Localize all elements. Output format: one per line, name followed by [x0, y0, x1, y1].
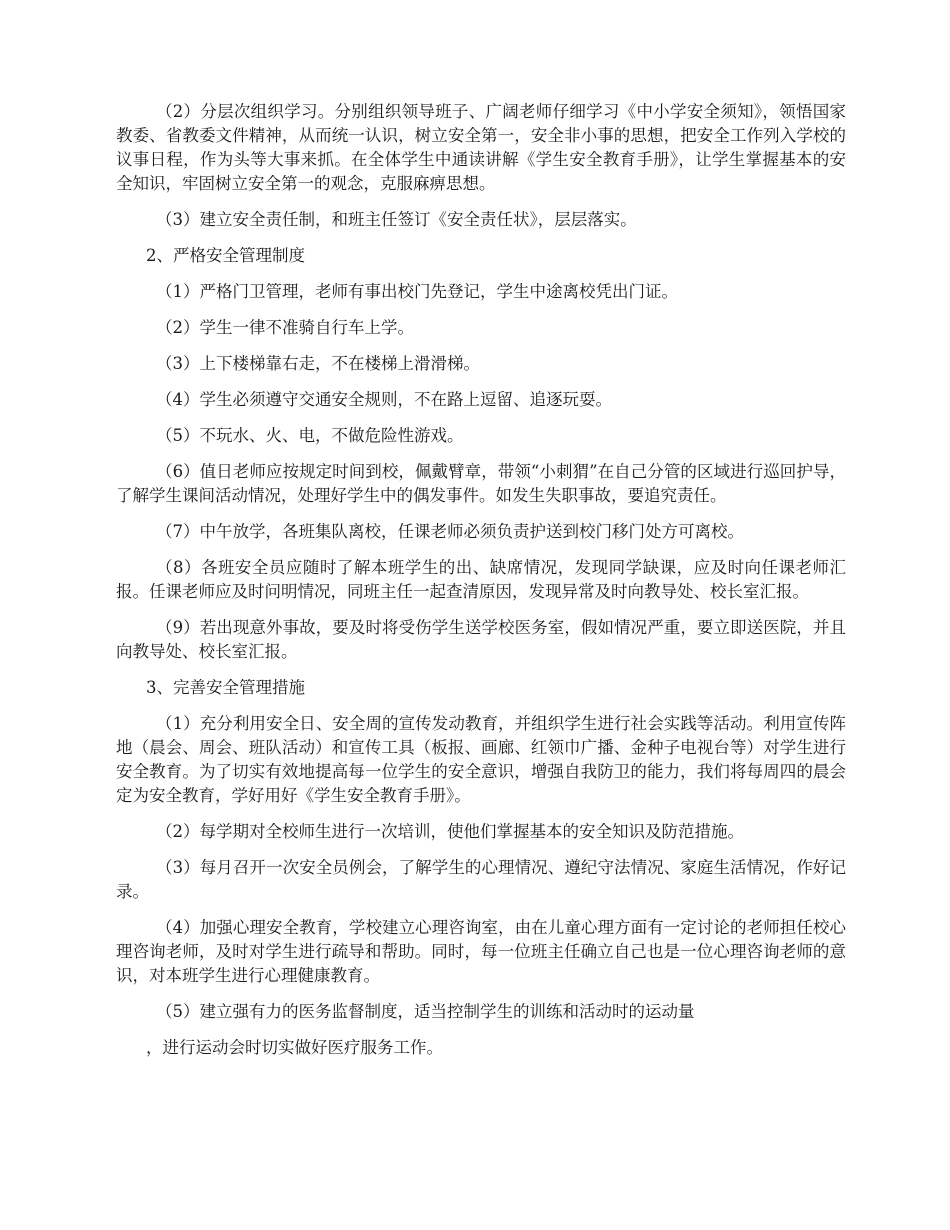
- paragraph: （5）不玩水、火、电，不做危险性游戏。: [156, 426, 464, 445]
- paragraph: （8）各班安全员应随时了解本班学生的出、缺席情况，发现同学缺课，应及时向任课老师汇报。任课老师应及时问明情况，同班主任一起查清原因，发现异常及时向教导处、校长室汇报。: [116, 558, 846, 601]
- paragraph: （2）学生一律不准骑自行车上学。: [156, 318, 414, 337]
- paragraph: （2）分层次组织学习。分别组织领导班子、广阔老师仔细学习《中小学安全须知》，领悟国家教委、省教委文件精神，从而统一认识，树立安全第一，安全非小事的思想，把安全工作列入学校的议事日程，作为头等大事来抓。在全体学生中通读讲解《学生安全教育手册》，让学生掌握基本的安全知识，牢固树立安全第一的观念，克服麻痹思想。: [116, 102, 846, 193]
- paragraph: （4）学生必须遵守交通安全规则，不在路上逗留、追逐玩耍。: [156, 390, 612, 409]
- document-page: [116, 100, 846, 1060]
- paragraph-continuation: ，进行运动会时切实做好医疗服务工作。: [146, 1038, 443, 1057]
- paragraph: （6）值日老师应按规定时间到校，佩戴臂章，带领“小刺猬”在自己分管的区域进行巡回护导，了解学生课间活动情况，处理好学生中的偶发事件。如发生失职事故，要追究责任。: [116, 462, 846, 505]
- paragraph: （3）每月召开一次安全员例会，了解学生的心理情况、遵纪守法情况、家庭生活情况，作好记录。: [116, 858, 846, 901]
- paragraph: （1）严格门卫管理，老师有事出校门先登记，学生中途离校凭出门证。: [156, 282, 678, 301]
- section-heading: 2、严格安全管理制度: [146, 246, 305, 265]
- paragraph: （7）中午放学，各班集队离校，任课老师必须负责护送到校门移门处方可离校。: [156, 522, 744, 541]
- paragraph: （2）每学期对全校师生进行一次培训，使他们掌握基本的安全知识及防范措施。: [156, 822, 744, 841]
- paragraph: （9）若出现意外事故，要及时将受伤学生送学校医务室，假如情况严重，要立即送医院，并且向教导处、校长室汇报。: [116, 618, 846, 661]
- paragraph: （3）建立安全责任制，和班主任签订《安全责任状》，层层落实。: [156, 210, 637, 229]
- paragraph: （3）上下楼梯靠右走，不在楼梯上滑滑梯。: [156, 354, 480, 373]
- paragraph: （5）建立强有力的医务监督制度，适当控制学生的训练和活动时的运动量: [156, 1002, 695, 1021]
- paragraph: （4）加强心理安全教育，学校建立心理咨询室，由在儿童心理方面有一定讨论的老师担任校心理咨询老师，及时对学生进行疏导和帮助。同时，每一位班主任确立自己也是一位心理咨询老师的意识，对本班学生进行心理健康教育。: [116, 918, 846, 985]
- paragraph: （1）充分利用安全日、安全周的宣传发动教育，并组织学生进行社会实践等活动。利用宣传阵地（晨会、周会、班队活动）和宣传工具（板报、画廊、红领巾广播、金种子电视台等）对学生进行安全教育。为了切实有效地提高每一位学生的安全意识，增强自我防卫的能力，我们将每周四的晨会定为安全教育，学好用好《学生安全教育手册》。: [116, 714, 846, 805]
- section-heading: 3、完善安全管理措施: [146, 678, 305, 697]
